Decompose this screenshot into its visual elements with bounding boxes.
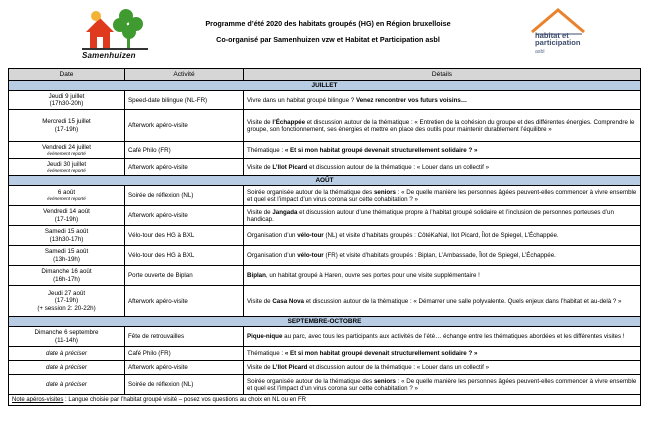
event-activity: Soirée de réflexion (NL) [125,186,244,206]
event-details: Visite de Casa Nova et discussion autour de la thématique : « Démarrer une salle polyvalente. Quels enjeux dans l’habitat et au-delà ? » [244,286,641,317]
event-details: Pique-nique au parc, avec tous les participants aux activités de l’été… échange entre les thématiques abordées et les différentes visites ! [244,327,641,347]
event-date: Jeudi 27 août (17-19h) (+ session 2: 20-22h) [9,286,125,317]
event-date: date à préciser [9,361,125,375]
samenhuizen-logo-icon [80,6,152,52]
table-row [9,142,641,159]
document-subtitle: Co-organisé par Samenhuizen vzw et Habitat et Participation asbl [216,35,440,44]
section-label: SEPTEMBRE-OCTOBRE [9,317,641,327]
event-date: Vendredi 14 août (17-19h) [9,206,125,226]
logo-text-line3: asbl [535,49,545,55]
event-activity: Afterwork apéro-visite [125,110,244,142]
table-header-row [9,69,641,81]
event-date: Jeudi 9 juillet (17h30-20h) [9,91,125,110]
logo-text-line1: habitat et [535,31,569,40]
section-row-juillet [9,81,641,91]
event-postponed-note: événement reporté [47,150,86,156]
event-details: Organisation d’un vélo-tour (NL) et visite d’habitats groupés : CôtéKaNal, Ilot Picard, Îlot de Spiegel, L’Échappée. [244,226,641,246]
table-row [9,347,641,361]
samenhuizen-wordmark: Samenhuizen [82,51,136,60]
section-label: JUILLET [9,81,641,91]
section-row-aout [9,176,641,186]
event-date: Jeudi 30 juillet événement reporté [9,159,125,176]
event-activity: Afterwork apéro-visite [125,159,244,176]
event-details: Visite de Jangada et discussion autour d’une thématique propre à l’habitat groupé solidaire et l’inclusion de personnes porteuses d’un handicap. [244,206,641,226]
event-date: Mercredi 15 juillet (17-19h) [9,110,125,142]
event-details: Visite de L’Ilot Picard et discussion autour de la thématique : « Louer dans un collectif » [244,361,641,375]
event-postponed-note: événement reporté [47,196,86,202]
event-activity: Speed-date bilingue (NL-FR) [125,91,244,110]
event-details: Organisation d’un vélo-tour (FR) et visite d’habitats groupés : Biplan, L’Ambassade, Îlot de Spiegel, L’Échappée. [244,246,641,266]
programme-table [8,68,641,406]
event-activity: Afterwork apéro-visite [125,286,244,317]
event-details: Visite de L’Ilot Picard et discussion autour de la thématique : « Louer dans un collectif » [244,159,641,176]
table-row [9,286,641,317]
column-header-activity: Activité [125,69,244,81]
column-header-details: Détails [244,69,641,81]
table-row [9,206,641,226]
event-activity: Afterwork apéro-visite [125,361,244,375]
section-row-septembre-octobre [9,317,641,327]
event-date: 6 août événement reporté [9,186,125,206]
event-date: Dimanche 6 septembre (11-14h) [9,327,125,347]
event-details: Biplan, un habitat groupé à Haren, ouvre ses portes pour une visite supplémentaire ! [244,266,641,286]
logo-text-line2: participation [535,38,581,47]
habitat-participation-logo [530,6,590,62]
table-row [9,361,641,375]
event-details: Soirée organisée autour de la thématique des seniors : « De quelle manière les personnes âgées peuvent-elles commencer à vivre ensemble et quel est l’impact d’un virus corona sur cette cohabitation ? » [244,375,641,395]
event-activity: Vélo-tour des HG à BXL [125,226,244,246]
event-activity: Soirée de réflexion (NL) [125,375,244,395]
table-row [9,186,641,206]
event-activity: Café Philo (FR) [125,347,244,361]
event-details: Thématique : « Et si mon habitat groupé devenait structurellement solidaire ? » [244,347,641,361]
samenhuizen-logo [80,6,152,62]
event-postponed-note: événement reporté [47,167,86,173]
event-details: Soirée organisée autour de la thématique des seniors : « De quelle manière les personnes âgées peuvent-elles commencer à vivre ensemble et quel est l’impact d’un virus corona sur cette cohabitation ? » [244,186,641,206]
event-date: Dimanche 16 août (16h-17h) [9,266,125,286]
footnote-row [9,395,641,406]
event-details: Visite de l’Échappée et discussion autour de la thématique : « Entretien de la cohésion du groupe et des différentes énergies. Comprendre le groupe, son fonctionnement, ses énergies et mettre en place des outils pour maintenir durablement l’équilibre » [244,110,641,142]
event-activity: Vélo-tour des HG à BXL [125,246,244,266]
table-row [9,159,641,176]
event-date: Samedi 15 août (13h-19h) [9,246,125,266]
footnote [9,395,641,406]
document-title: Programme d’été 2020 des habitats groupés (HG) en Région bruxelloise [205,19,451,28]
table-row [9,266,641,286]
event-date: Samedi 15 août (13h30-17h) [9,226,125,246]
event-details: Thématique : « Et si mon habitat groupé devenait structurellement solidaire ? » [244,142,641,159]
event-activity: Afterwork apéro-visite [125,206,244,226]
event-date: Vendredi 24 juillet événement reporté [9,142,125,159]
event-activity: Café Philo (FR) [125,142,244,159]
table-row [9,246,641,266]
event-activity: Fête de retrouvailles [125,327,244,347]
table-row [9,375,641,395]
section-label: AOÛT [9,176,641,186]
table-row [9,110,641,142]
event-details: Vivre dans un habitat groupé bilingue ? Venez rencontrer vos futurs voisins… [244,91,641,110]
footnote-text: : Langue choisie par l’habitat groupé visité – posez vos questions au choix en NL ou en FR [63,397,306,403]
event-date: date à préciser [9,347,125,361]
event-activity: Porte ouverte de Biplan [125,266,244,286]
table-row [9,226,641,246]
footnote-label: Note apéros-visites [12,397,64,403]
table-row [9,91,641,110]
document-header [178,16,478,48]
column-header-date: Date [9,69,125,81]
event-date: date à préciser [9,375,125,395]
table-row [9,327,641,347]
